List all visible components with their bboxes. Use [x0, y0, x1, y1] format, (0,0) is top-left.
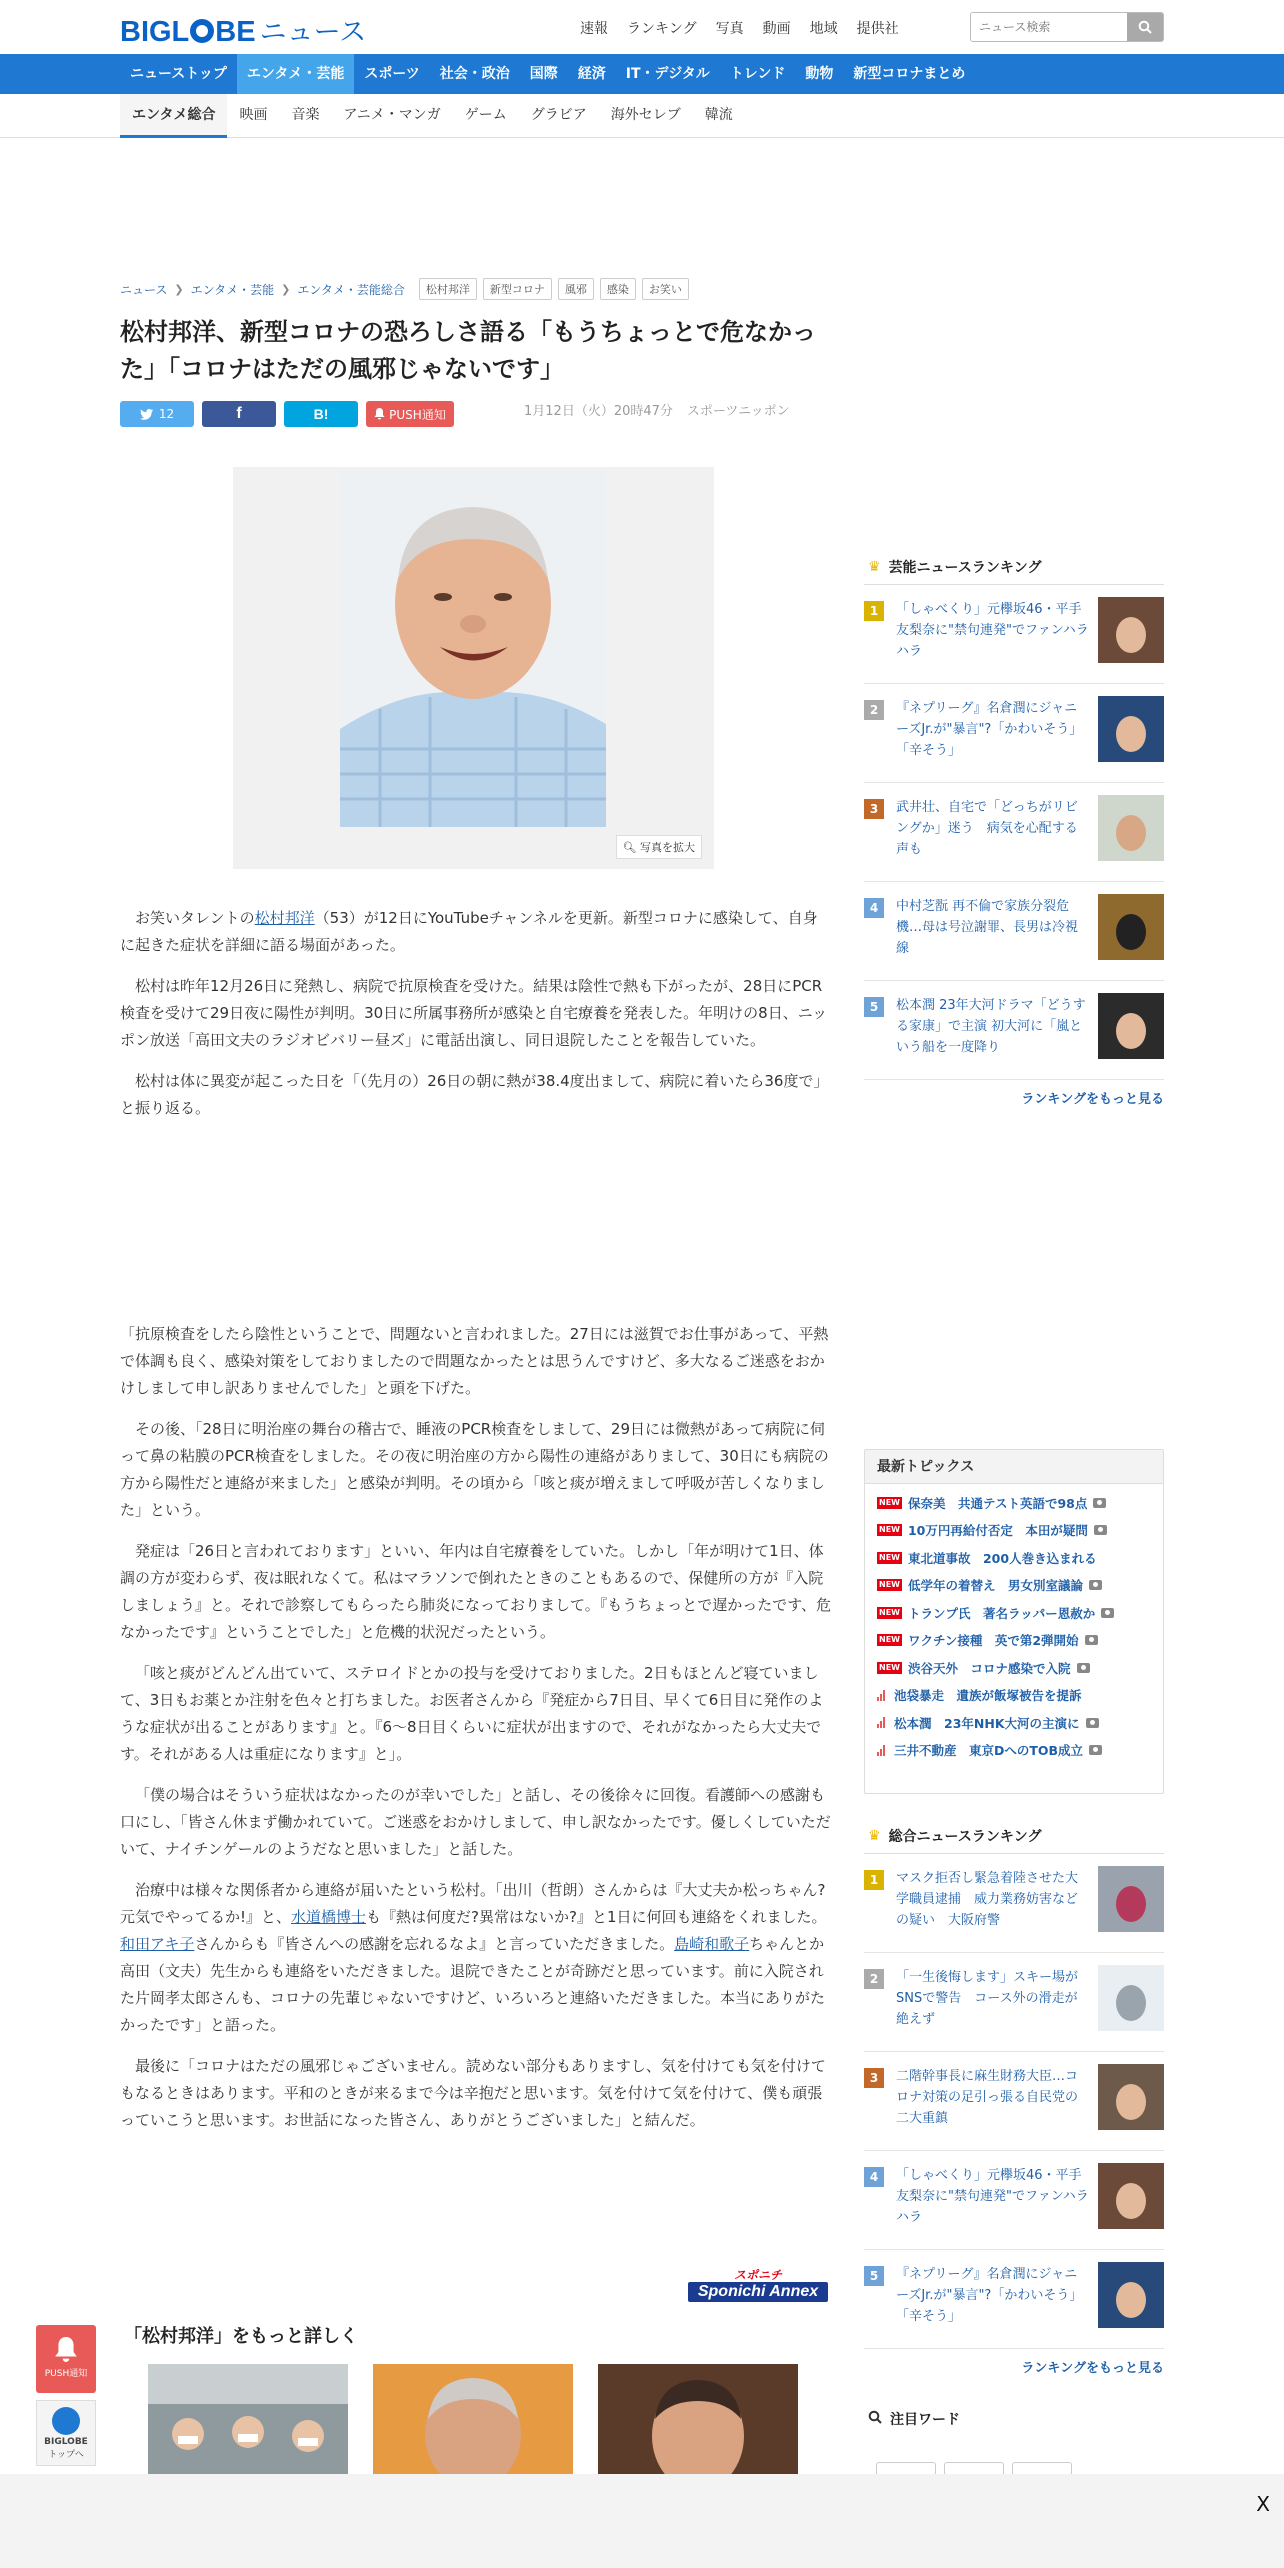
site-header: [0, 0, 1284, 54]
trending-bars-icon: [877, 1745, 886, 1756]
breadcrumb-item[interactable]: ニュース: [120, 282, 168, 297]
camera-icon: [1077, 1663, 1090, 1673]
rank-number: 3: [864, 2068, 884, 2088]
portrait-image: [340, 469, 606, 827]
topic-item[interactable]: [865, 1737, 1163, 1765]
tweet-count: 12: [158, 407, 175, 421]
global-nav-item[interactable]: ニューストップ: [130, 66, 227, 82]
search-box: [970, 12, 1164, 42]
hatena-bookmark-button[interactable]: [284, 401, 358, 427]
person-link[interactable]: 島崎和歌子: [674, 1935, 750, 1953]
global-nav-item[interactable]: 社会・政治: [439, 66, 510, 82]
rank-number: 1: [864, 601, 884, 621]
ranking-thumb[interactable]: [1098, 2262, 1164, 2328]
paragraph: その後、「28日に明治座の舞台の稽古で、睡液のPCR検査をしまして、29日には微熱があって病院に伺って鼻の粘膜のPCR検査をしました。その夜に明治座の方から陽性の連絡がありまして、30日にも病院の方から陽性だと連絡が来ました」と感染が判明。その頃から「咳と痰が増えまして呼吸が苦しくなりました」という。: [120, 1420, 829, 1519]
article-source[interactable]: スポーツニッポン: [686, 404, 790, 419]
ranking-thumb[interactable]: [1098, 993, 1164, 1059]
related-thumb[interactable]: [598, 2364, 798, 2474]
camera-icon: [1093, 1498, 1106, 1508]
top-link[interactable]: 速報: [580, 21, 608, 37]
new-badge: NEW: [879, 1580, 900, 1590]
paragraph: 松村は昨年12月26日に発熱し、病院で抗原検査を受けた。結果は陰性で熱も下がったが、28日にPCR検査を受けて29日夜に陽性が判明。30日に所属事務所が感染と自宅療養を発表した。年明けの8日、ニッポン放送「高田文夫のラジオビバリー昼ズ」に電話出演し、同日退院したことを報告していた。: [120, 977, 828, 1049]
paragraph: 松村は体に異変が起こった日を「（先月の）26日の朝に熱が38.4度出まして、病院に着いたら36度で」と振り返る。: [120, 1072, 829, 1117]
topics-heading: 最新トピックス: [865, 1450, 1163, 1484]
watch-words: [864, 2401, 1164, 2437]
tag-list: [419, 278, 695, 300]
sub-nav-item[interactable]: グラビア: [530, 107, 587, 123]
topic-title: 三井不動産 東京DへのTOB成立: [894, 1743, 1084, 1759]
tag-chip[interactable]: 風邪: [558, 278, 594, 300]
source-logo-small: スポニチ: [733, 2268, 782, 2282]
zoom-icon: 🔍︎: [622, 841, 637, 854]
person-link[interactable]: 松村邦洋: [254, 909, 315, 927]
ranking-item[interactable]: [864, 981, 1164, 1080]
breadcrumb-item[interactable]: エンタメ・芸能総合: [297, 282, 405, 297]
breadcrumb: [120, 278, 695, 300]
paragraph: 「咳と痰がどんどん出ていて、ステロイドとかの投与を受けておりました。2日もほとんど寝ていまして、3日もお薬とか注射を色々と打ちました。お医者さんから『発症から7日目、早くて6日目に発作のような症状が出ることがあります』と。『6〜8日目くらいに症状が出ますので、それがなかったら大丈夫です。それがある人は重症になります』と」。: [120, 1664, 824, 1763]
chevron-right-icon: ❯: [281, 282, 291, 296]
topic-item[interactable]: [865, 1517, 1163, 1545]
ranking-item[interactable]: [864, 684, 1164, 783]
topic-title: 低学年の着替え 男女別室議論: [907, 1578, 1083, 1594]
paragraph: 「抗原検査をしたら陰性ということで、問題ないと言われました。27日には滋賀でお仕事があって、平熱で体調も良く、感染対策をしておりましたので問題なかったとは思うんですけど、多大なるご迷惑をおかけしまして申し訳ありませんでした」と頭を下げた。: [120, 1325, 829, 1397]
topic-title: 松本潤 23年NHK大河の主演に: [894, 1715, 1080, 1731]
logo-suffix: ニュース: [259, 17, 367, 47]
push-float-label: PUSH通知: [44, 2369, 88, 2379]
breadcrumb-item[interactable]: エンタメ・芸能: [190, 282, 275, 297]
sub-nav-item[interactable]: 映画: [239, 107, 268, 123]
camera-icon: [1085, 1635, 1098, 1645]
person-link[interactable]: 水道橋博士: [291, 1908, 367, 1926]
publish-date: 1月12日（火）20時47分: [524, 404, 673, 419]
camera-icon: [1094, 1525, 1107, 1535]
ranking-thumb[interactable]: [1098, 894, 1164, 960]
ranking-thumb[interactable]: [1098, 597, 1164, 663]
push-float-button[interactable]: [36, 2325, 96, 2393]
tag-chip[interactable]: 新型コロナ: [483, 278, 552, 300]
related-thumb[interactable]: [148, 2364, 348, 2474]
rank-number: 2: [864, 1969, 884, 1989]
tag-chip[interactable]: 松村邦洋: [419, 278, 477, 300]
sub-nav-item[interactable]: エンタメ総合: [120, 94, 227, 138]
search-button[interactable]: [1127, 13, 1163, 41]
sub-nav-item[interactable]: アニメ・マンガ: [343, 107, 441, 123]
ranking-item[interactable]: [864, 1953, 1164, 2052]
search-input[interactable]: [971, 13, 1129, 41]
topic-title: 池袋暴走 遺族が飯塚被告を提訴: [894, 1688, 1082, 1704]
sponichi-logo[interactable]: [688, 2268, 828, 2306]
enlarge-photo-button[interactable]: [616, 835, 702, 859]
sub-nav-item[interactable]: 音楽: [291, 107, 320, 123]
ranking-title[interactable]: 「一生後悔します」スキー場がSNSで警告 コース外の滑走が絶えず: [896, 1970, 1079, 2027]
new-badge: NEW: [879, 1635, 900, 1645]
topic-item[interactable]: [865, 1544, 1163, 1572]
crown-icon: ♛: [868, 558, 881, 575]
ranking-title[interactable]: 武井壮、自宅で「どっちがリビングか」迷う 病気を心配する声も: [896, 800, 1078, 857]
topic-item[interactable]: [865, 1599, 1163, 1627]
article-meta: [524, 400, 804, 419]
see-more-ranking-link[interactable]: ランキングをもっと見る: [1021, 1092, 1164, 1107]
topic-item[interactable]: [865, 1489, 1163, 1517]
global-nav-item[interactable]: 新型コロナまとめ: [853, 66, 966, 82]
globe-icon: [190, 19, 214, 43]
new-badge: NEW: [879, 1607, 900, 1617]
rank-number: 5: [864, 2266, 884, 2286]
rank-number: 3: [864, 799, 884, 819]
ranking-title[interactable]: 中村芝翫 再不倫で家族分裂危機…母は号泣謝罪、長男は冷視線: [896, 899, 1079, 956]
close-icon[interactable]: X: [1256, 2492, 1270, 2516]
ranking-thumb[interactable]: [1098, 2064, 1164, 2130]
tag-chip[interactable]: 感染: [600, 278, 636, 300]
ranking-item[interactable]: [864, 2250, 1164, 2349]
twitter-bird-icon: [140, 409, 153, 420]
sub-nav-item[interactable]: ゲーム: [464, 107, 507, 123]
ranking-thumb[interactable]: [1098, 1965, 1164, 2031]
ranking-title[interactable]: 二階幹事長に麻生財務大臣…コロナ対策の足引っ張る自民党の二大重鎮: [896, 2069, 1079, 2126]
related-thumbs: [148, 2364, 823, 2474]
trending-bars-icon: [877, 1717, 886, 1728]
ranking-heading: ♛ 総合ニュースランキング: [864, 1818, 1164, 1854]
global-nav-item[interactable]: IT・デジタル: [625, 66, 710, 82]
article-title: 松村邦洋、新型コロナの恐ろしさ語る「もうちょっとで危なかった」「コロナはただの風邪じゃないです」: [120, 318, 816, 383]
biglobe-top-button[interactable]: [36, 2400, 96, 2466]
sub-nav-item[interactable]: 海外セレブ: [610, 107, 681, 123]
rank-number: 5: [864, 997, 884, 1017]
ranking-thumb[interactable]: [1098, 795, 1164, 861]
ranking-title[interactable]: 『ネプリーグ』名倉潤にジャニーズJr.が"暴言"?「かわいそう」「辛そう」: [896, 701, 1083, 758]
paragraph: 最後に「コロナはただの風邪じゃございません。読めない部分もありますし、気を付けても気を付けてもなるときはあります。平和のときが来るまで今は辛抱だと思います。気を付けて気を付けて、僕も頑張っていこうと思います。お世話になった皆さん、ありがとうございました」と結んだ。: [120, 2057, 826, 2129]
biglobe-logo[interactable]: [120, 10, 366, 49]
entertainment-ranking: [864, 549, 1164, 1107]
rank-number: 4: [864, 2167, 884, 2187]
ranking-thumb[interactable]: [1098, 696, 1164, 762]
watch-words-heading: 注目ワード: [864, 2401, 1164, 2437]
top-links: [580, 18, 918, 38]
related-thumb[interactable]: [373, 2364, 573, 2474]
ranking-item[interactable]: [864, 1854, 1164, 1953]
ranking-item[interactable]: [864, 783, 1164, 882]
global-nav-item[interactable]: エンタメ・芸能: [237, 54, 354, 94]
new-badge: NEW: [879, 1662, 900, 1672]
top-label-2: トップへ: [48, 2450, 84, 2460]
paragraph: 「僕の場合はそういう症状はなかったのが幸いでした」と話し、その後徐々に回復。看護師への感謝も口にし、「皆さん休まず働かれていて。ご迷惑をおかけしまして、申し訳なかったです。優しくしていただいて、ナイチンゲールのようだなと思いました」と話した。: [120, 1786, 831, 1858]
general-ranking: [864, 1818, 1164, 2376]
biglobe-badge-icon: [52, 2407, 80, 2435]
ranking-thumb[interactable]: [1098, 1866, 1164, 1932]
topic-title: ワクチン接種 英で第2弾開始: [907, 1633, 1079, 1649]
camera-icon: [1089, 1580, 1102, 1590]
topic-item[interactable]: [865, 1709, 1163, 1737]
ranking-item[interactable]: [864, 585, 1164, 684]
article-body-2: [120, 1321, 832, 2134]
chevron-right-icon: ❯: [174, 282, 184, 296]
topic-title: 保奈美 共通テスト英語で98点: [907, 1495, 1088, 1511]
bell-icon: [374, 408, 385, 420]
logo-text: BIGL: [120, 16, 190, 48]
topic-item[interactable]: [865, 1682, 1163, 1710]
global-nav: [0, 54, 1284, 94]
new-badge: NEW: [879, 1497, 900, 1507]
ranking-item[interactable]: [864, 2052, 1164, 2151]
top-label-1: BIGLOBE: [44, 2437, 88, 2447]
camera-icon: [1089, 1745, 1102, 1755]
hatena-icon: B!: [313, 406, 329, 422]
top-link[interactable]: 地域: [809, 21, 838, 37]
ranking-item[interactable]: [864, 2151, 1164, 2250]
paragraph: 治療中は様々な関係者から連絡が届いたという松村。「出川（哲朗）さんからは『大丈夫か松っちゃん?元気でやってるか!』と、水道橋博士も『熱は何度だ?異常はないか?』と1日に何回も連絡をくれました。和田アキ子さんからも『皆さんへの感謝を忘れるなよ』と言っていただきました。島崎和歌子ちゃんとか高田（文夫）先生からも連絡をいただきました。退院できたことが奇跡だと思っています。前に入院された片岡孝太郎さんも、コロナの先輩じゃないですけど、いろいろと連絡いただきました。本当にありがたかったです」と語った。: [120, 1881, 827, 2034]
latest-topics: [864, 1449, 1164, 1794]
topic-item[interactable]: [865, 1654, 1163, 1682]
bottom-overlay-bar: [0, 2474, 1284, 2568]
top-link[interactable]: ランキング: [627, 21, 697, 37]
top-link[interactable]: 動画: [762, 21, 791, 37]
topic-title: 10万円再給付否定 本田が疑問: [907, 1523, 1088, 1539]
share-bar: [120, 401, 462, 427]
sub-nav-item[interactable]: 韓流: [704, 107, 733, 123]
article-body-1: [120, 905, 832, 1122]
new-badge: NEW: [879, 1552, 900, 1562]
global-nav-item[interactable]: トレンド: [729, 66, 786, 82]
ranking-heading: ♛ 芸能ニュースランキング: [864, 549, 1164, 585]
ranking-title[interactable]: マスク拒否し緊急着陸させた大学職員逮捕 威力業務妨害などの疑い 大阪府警: [896, 1871, 1079, 1928]
top-link[interactable]: 提供社: [856, 21, 899, 37]
push-label: PUSH通知: [389, 407, 446, 422]
related-heading: 「松村邦洋」をもっと詳しく: [124, 2326, 358, 2347]
global-nav-item[interactable]: 国際: [529, 66, 558, 82]
article-photo[interactable]: [233, 467, 714, 869]
logo-text-2: BE: [215, 16, 256, 48]
ranking-item[interactable]: [864, 882, 1164, 981]
enlarge-label: 写真を拡大: [640, 841, 695, 854]
topic-title: 渋谷天外 コロナ感染で入院: [907, 1660, 1071, 1676]
ranking-title[interactable]: 「しゃべくり」元欅坂46・平手友梨奈に"禁句連発"でファンハラハラ: [896, 2168, 1089, 2225]
tag-chip[interactable]: お笑い: [642, 278, 689, 300]
source-logo-text: Sponichi Annex: [688, 2282, 828, 2302]
facebook-icon: f: [236, 405, 242, 422]
ranking-title[interactable]: 「しゃべくり」元欅坂46・平手友梨奈に"禁句連発"でファンハラハラ: [896, 602, 1089, 659]
topic-title: トランプ氏 著名ラッパー恩赦か: [907, 1605, 1096, 1621]
paragraph: 発症は「26日と言われております」といい、年内は自宅療養をしていた。しかし「年が明けて1日、体調の方が変わらず、夜は眠れなくて。私はマラソンで倒れたときのこともあるので、保健所の方が『入院しましょう』と。それで診察してもらったら肺炎になっておりまして。『もうちょっとで遅かったです、危なかったです』ということでした」と危機的状況だったという。: [120, 1542, 832, 1641]
top-link[interactable]: 写真: [715, 21, 744, 37]
tweet-button[interactable]: [120, 401, 194, 427]
facebook-share-button[interactable]: [202, 401, 276, 427]
topic-title: 東北道事故 200人巻き込まれる: [907, 1550, 1097, 1566]
ranking-title[interactable]: 松本潤 23年大河ドラマ「どうする家康」で主演 初大河に「嵐という船を一度降り: [896, 998, 1086, 1055]
trending-bars-icon: [877, 1690, 886, 1701]
topic-item[interactable]: [865, 1627, 1163, 1655]
topic-item[interactable]: [865, 1572, 1163, 1600]
new-badge: NEW: [879, 1525, 900, 1535]
global-nav-item[interactable]: 動物: [805, 66, 834, 82]
search-icon: [868, 2410, 882, 2428]
rank-number: 1: [864, 1870, 884, 1890]
global-nav-item[interactable]: 経済: [577, 66, 606, 82]
ranking-title[interactable]: 『ネプリーグ』名倉潤にジャニーズJr.が"暴言"?「かわいそう」「辛そう」: [896, 2267, 1083, 2324]
camera-icon: [1086, 1718, 1099, 1728]
camera-icon: [1101, 1608, 1114, 1618]
paragraph: お笑いタレントの松村邦洋（53）が12日にYouTubeチャンネルを更新。新型コロナに感染して、自身に起きた症状を詳細に語る場面があった。: [120, 909, 818, 954]
crown-icon: ♛: [868, 1827, 881, 1844]
person-link[interactable]: 和田アキ子: [120, 1935, 195, 1953]
rank-number: 4: [864, 898, 884, 918]
global-nav-item[interactable]: スポーツ: [364, 66, 420, 82]
ranking-thumb[interactable]: [1098, 2163, 1164, 2229]
bell-icon: [54, 2337, 78, 2363]
search-icon: [1138, 20, 1152, 34]
sub-nav: [0, 94, 1284, 138]
see-more-ranking-link[interactable]: ランキングをもっと見る: [1021, 2361, 1164, 2376]
push-notify-button[interactable]: [366, 401, 454, 427]
rank-number: 2: [864, 700, 884, 720]
